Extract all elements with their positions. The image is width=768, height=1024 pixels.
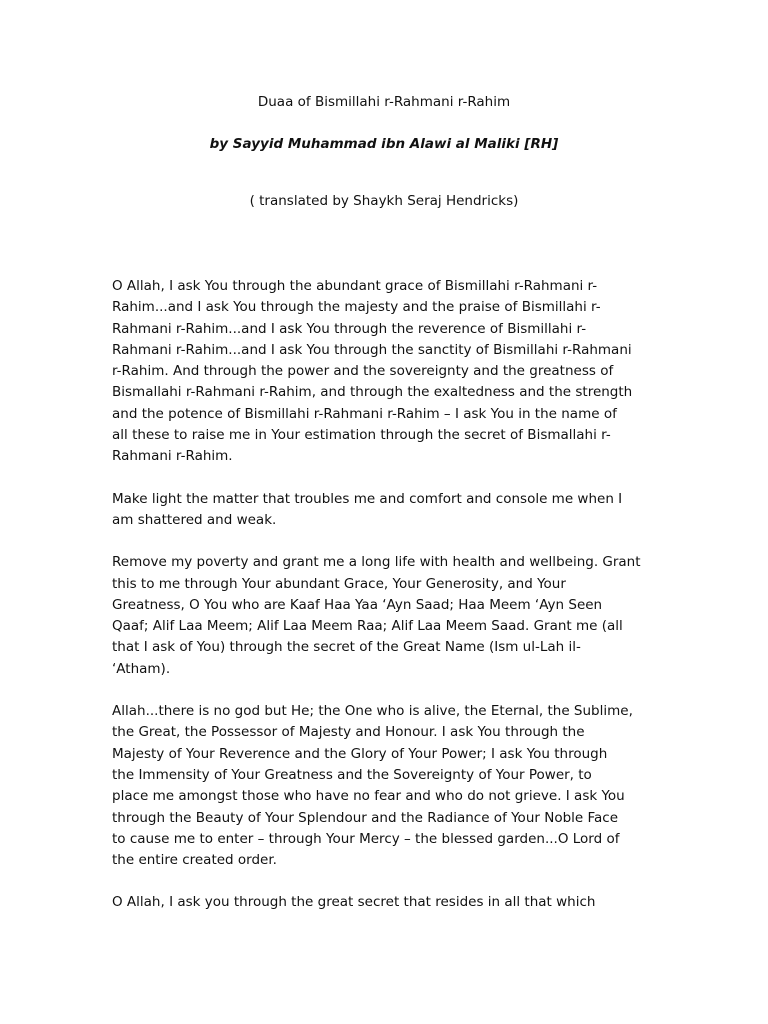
paragraph-line: Remove my poverty and grant me a long life with health and wellbeing. Grant xyxy=(112,554,641,571)
paragraph-line: Rahmani r-Rahim. xyxy=(112,448,233,465)
paragraph-line: to cause me to enter – through Your Mercy – the blessed garden...O Lord of xyxy=(112,830,620,847)
paragraph-line: and the potence of Bismillahi r-Rahmani r-Rahim – I ask You in the name of xyxy=(112,405,617,422)
paragraph-line: Rahmani r-Rahim...and I ask You through the reverence of Bismillahi r- xyxy=(112,320,587,337)
paragraph-line: am shattered and weak. xyxy=(112,511,277,528)
paragraph-line: this to me through Your abundant Grace, Your Generosity, and Your xyxy=(112,575,566,592)
paragraph-line: ‘Atham). xyxy=(112,660,171,677)
paragraph xyxy=(112,276,660,468)
paragraph-line: that I ask of You) through the secret of the Great Name (Ism ul-Lah il- xyxy=(112,639,581,656)
paragraph xyxy=(112,489,660,532)
paragraph-line: Bismallahi r-Rahmani r-Rahim, and through the exaltedness and the strength xyxy=(112,384,633,401)
paragraph-line: Make light the matter that troubles me and comfort and console me when I xyxy=(112,490,623,507)
paragraph-line: Qaaf; Alif Laa Meem; Alif Laa Meem Raa; Alif Laa Meem Saad. Grant me (all xyxy=(112,618,623,635)
paragraph xyxy=(112,701,660,871)
paragraph-line: through the Beauty of Your Splendour and the Radiance of Your Noble Face xyxy=(112,809,619,826)
paragraph-line: r-Rahim. And through the power and the sovereignty and the greatness of xyxy=(112,363,614,380)
document-author: by Sayyid Muhammad ibn Alawi al Maliki [RH] xyxy=(209,136,559,152)
paragraph-line: the Great, the Possessor of Majesty and Honour. I ask You through the xyxy=(112,724,585,741)
document-body xyxy=(112,276,660,935)
paragraph-line: Allah...there is no god but He; the One who is alive, the Eternal, the Sublime, xyxy=(112,703,633,720)
paragraph-line: Majesty of Your Reverence and the Glory of Your Power; I ask You through xyxy=(112,745,608,762)
paragraph-line: the entire created order. xyxy=(112,852,277,869)
document-translator: ( translated by Shaykh Seraj Hendricks) xyxy=(249,193,519,209)
paragraph-line: Rahim...and I ask You through the majesty and the praise of Bismillahi r- xyxy=(112,299,601,316)
paragraph xyxy=(112,892,660,913)
paragraph-line: place me amongst those who have no fear and who do not grieve. I ask You xyxy=(112,788,625,805)
paragraph-line: the Immensity of Your Greatness and the Sovereignty of Your Power, to xyxy=(112,766,592,783)
paragraph-line: O Allah, I ask You through the abundant grace of Bismillahi r-Rahmani r- xyxy=(112,278,598,294)
document-title: Duaa of Bismillahi r-Rahmani r-Rahim xyxy=(257,94,511,110)
paragraph xyxy=(112,552,660,680)
paragraph-line: O Allah, I ask you through the great secret that resides in all that which xyxy=(112,894,596,911)
paragraph-line: Greatness, O You who are Kaaf Haa Yaa ‘Ayn Saad; Haa Meem ‘Ayn Seen xyxy=(112,596,603,613)
paragraph-line: all these to raise me in Your estimation through the secret of Bismallahi r- xyxy=(112,427,611,444)
paragraph-line: Rahmani r-Rahim...and I ask You through the sanctity of Bismillahi r-Rahmani xyxy=(112,341,632,358)
